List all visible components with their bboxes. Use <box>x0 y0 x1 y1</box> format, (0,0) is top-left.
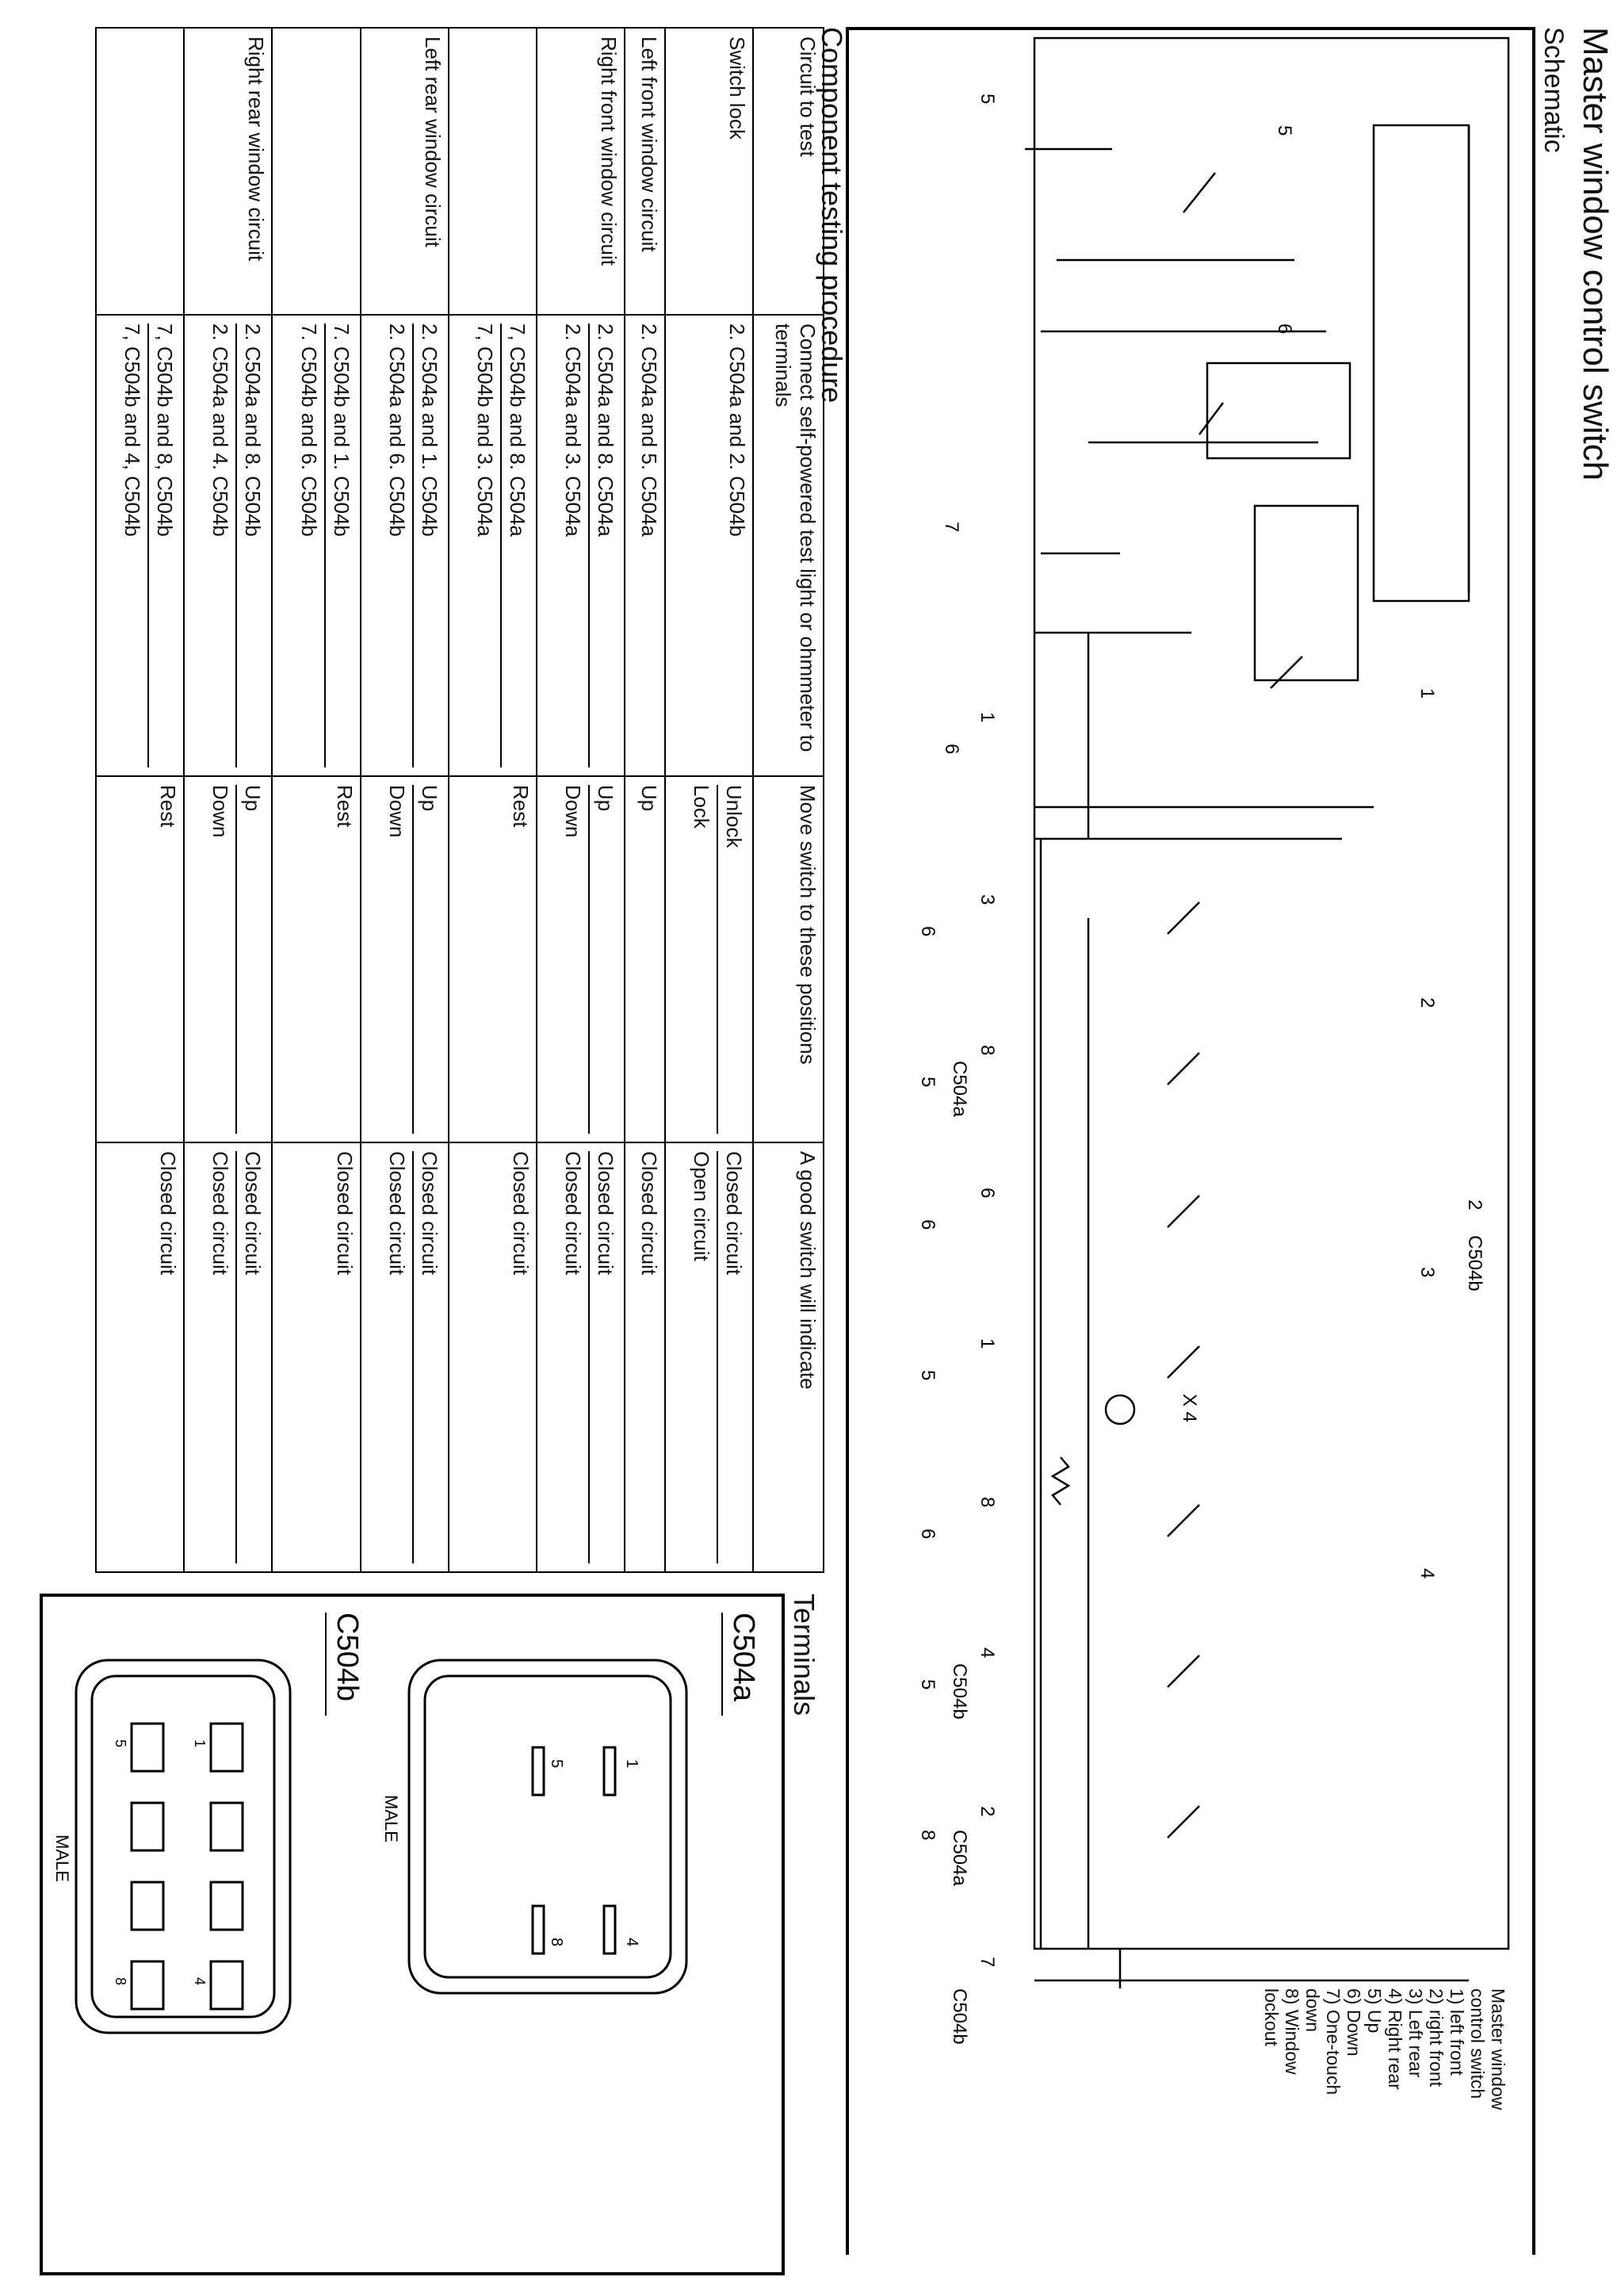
table-row <box>184 28 272 1572</box>
indicate-value: Open circuit <box>686 1151 718 1563</box>
terminals-title: Terminals <box>788 1594 820 1716</box>
switch-number: 6 <box>917 1529 939 1540</box>
c504b-gender: MALE <box>52 1835 72 1882</box>
c504b-pin-4: 4 <box>192 1977 208 1986</box>
indicate-value: Closed circuit <box>417 1151 442 1276</box>
c504b-pin <box>211 1882 243 1930</box>
circuit-cell: Switch lock <box>665 28 753 315</box>
c504b-pin <box>211 1724 243 1771</box>
c504b-label: C504b <box>331 1613 364 1701</box>
positions-cell <box>361 776 449 1142</box>
switch-number: 6 <box>917 1219 939 1230</box>
legend-item: 5) Up <box>1364 1988 1385 2034</box>
bottom-pin-8b: 8 <box>977 1497 998 1508</box>
c504a-pin-1: 1 <box>623 1759 640 1769</box>
header-cell: Move switch to these positions <box>753 776 824 1142</box>
switch-number: 5 <box>917 1370 939 1381</box>
c504a-connector-inner <box>425 1676 671 1977</box>
legend-item: 2) right front <box>1426 1988 1447 2087</box>
indicate-cell: Closed circuit <box>272 1142 360 1572</box>
lamp-count: X 4 <box>1179 1394 1200 1423</box>
legend-item: 4) Right rear <box>1385 1988 1405 2090</box>
table-row <box>96 28 184 1572</box>
resistor-symbol <box>1053 1457 1069 1505</box>
bottom-pin-2: 2 <box>977 1806 998 1817</box>
c504a-pin <box>533 1906 544 1954</box>
legend-item: Master window <box>1488 1988 1508 2110</box>
terminals-value: 2. C504a and 1. C504b <box>417 323 442 537</box>
indicate-cell <box>361 1142 449 1572</box>
c504a-pin-5: 5 <box>548 1759 565 1769</box>
indicate-cell: Closed circuit <box>449 1142 537 1572</box>
position-value: Up <box>417 785 442 812</box>
circuit-cell <box>96 28 184 315</box>
top-pin-label: 2 <box>1464 1200 1485 1211</box>
c504b-pin-8: 8 <box>113 1977 128 1986</box>
positions-cell: Rest <box>96 776 184 1142</box>
c504b-connector-outline <box>76 1660 290 2033</box>
c504a-gender: MALE <box>381 1795 401 1843</box>
terminals-cell: 2. C504a and 5. C504a <box>625 315 665 776</box>
legend <box>1261 1988 1508 2226</box>
legend-item: down <box>1302 1988 1323 2032</box>
circuit-cell: Right rear window circuit <box>184 28 272 315</box>
connector-b-label: C504b <box>949 1663 970 1720</box>
position-value: Down <box>205 785 237 1134</box>
table-header-row <box>753 28 824 1572</box>
circuit-cell: Right front window circuit <box>537 28 625 315</box>
bottom-pin-1: 1 <box>977 712 998 723</box>
positions-cell <box>184 776 272 1142</box>
legend-item: 3) Left rear <box>1405 1988 1426 2078</box>
terminals-cell <box>449 315 537 776</box>
legend-item: 7) One-touch <box>1323 1988 1344 2095</box>
connector-a-label-2: C504a <box>949 1830 970 1886</box>
terminals-value: 2. C504a and 6. C504b <box>381 323 414 767</box>
positions-cell: Up <box>625 776 665 1142</box>
switch-number: 6 <box>917 926 939 937</box>
circuit-cell <box>272 28 360 315</box>
indicate-value: Closed circuit <box>722 1151 747 1276</box>
terminals-value: 2. C504a and 3. C504a <box>557 323 590 767</box>
lamp-symbol <box>1106 1395 1134 1424</box>
indicate-value: Closed circuit <box>381 1151 414 1563</box>
table-row <box>361 28 449 1572</box>
c504b-connector-inner <box>92 1676 274 2017</box>
positions-cell <box>537 776 625 1142</box>
c504a-pin-8: 8 <box>548 1938 565 1947</box>
schematic-subtitle: Schematic <box>1539 27 1569 153</box>
c504b-pin-1: 1 <box>192 1739 208 1748</box>
c504b-pin <box>132 1961 163 2009</box>
position-value: Lock <box>686 785 718 1134</box>
terminals-value: 7, C504b and 8, C504b <box>153 323 178 537</box>
table-row <box>537 28 625 1572</box>
terminals-cell <box>537 315 625 776</box>
terminals-value: 7, C504b and 3. C504a <box>469 323 502 767</box>
table-row <box>665 28 753 1572</box>
switch-contacts <box>1168 173 1302 1838</box>
indicate-value: Closed circuit <box>594 1151 618 1276</box>
terminals-value: 7, C504b and 8. C504a <box>506 323 530 537</box>
indicate-cell <box>665 1142 753 1572</box>
c504b-pin-5: 5 <box>113 1739 128 1748</box>
c504b-pin <box>211 1803 243 1850</box>
table-title: Component testing procedure <box>816 27 848 404</box>
bottom-pin-1b: 1 <box>977 1338 998 1349</box>
indicate-cell: Closed circuit <box>96 1142 184 1572</box>
switch-number: 5 <box>917 1077 939 1088</box>
legend-item: 6) Down <box>1344 1988 1364 2057</box>
legend-item: lockout <box>1261 1988 1282 2046</box>
circuit-cell: Left rear window circuit <box>361 28 449 315</box>
position-value: Unlock <box>722 785 747 848</box>
circuit-cell: Left front window circuit <box>625 28 665 315</box>
terminals-cell <box>184 315 272 776</box>
legend-item: control switch <box>1467 1988 1488 2099</box>
indicate-cell <box>537 1142 625 1572</box>
c504b-pin <box>132 1724 163 1771</box>
header-cell: Circuit to test <box>753 28 824 315</box>
terminals-cell <box>96 315 184 776</box>
bottom-pin-4: 4 <box>977 1647 998 1659</box>
switch-number: 6 <box>941 744 962 755</box>
bottom-pin-7: 7 <box>977 1957 998 1968</box>
positions-cell: Rest <box>272 776 360 1142</box>
header-cell: A good switch will indicate <box>753 1142 824 1572</box>
testing-table-container <box>95 27 824 1573</box>
bottom-pin-8: 8 <box>977 1045 998 1056</box>
schematic-diagram <box>843 30 1532 2258</box>
legend-item: 8) Window <box>1282 1988 1302 2075</box>
position-value: Down <box>557 785 590 1134</box>
terminals-value: 7. C504b and 6. C504b <box>293 323 326 767</box>
c504a-pin <box>533 1747 544 1795</box>
connector-a-label: C504a <box>949 1061 970 1117</box>
bus-number: 2 <box>1416 997 1438 1008</box>
terminals-cell <box>272 315 360 776</box>
legend-item: 1) left front <box>1447 1988 1467 2076</box>
switch-number: 5 <box>917 1679 939 1690</box>
switch-number: 7 <box>941 522 962 533</box>
c504a-pin <box>604 1747 615 1795</box>
page-title: Master window control switch <box>1576 27 1615 481</box>
position-value: Up <box>594 785 618 812</box>
testing-table <box>95 27 824 1573</box>
schematic-wiring <box>1025 38 1508 1988</box>
c504a-pin <box>604 1906 615 1954</box>
position-value: Down <box>381 785 414 1134</box>
bottom-pin-5: 5 <box>977 94 998 105</box>
bus-number: 3 <box>1416 1267 1438 1278</box>
switch-number: 5 <box>1274 125 1295 136</box>
schematic-frame <box>846 27 1535 2255</box>
terminals-diagram <box>43 1597 782 2272</box>
table-row <box>272 28 360 1572</box>
terminals-value: 2. C504a and 4. C504b <box>205 323 237 767</box>
connector-b-label-2: C504b <box>949 1988 970 2045</box>
switch-number: 6 <box>1274 323 1295 335</box>
c504b-pin <box>132 1803 163 1850</box>
c504b-pin <box>132 1882 163 1930</box>
c504a-pin-4: 4 <box>623 1938 640 1947</box>
indicate-cell <box>184 1142 272 1572</box>
terminals-value: 7, C504b and 4, C504b <box>117 323 149 767</box>
terminals-value: 7. C504b and 1. C504b <box>329 323 354 537</box>
bus-number: 1 <box>1416 688 1438 699</box>
bottom-pin-6: 6 <box>977 1188 998 1199</box>
header-cell: Connect self-powered test light or ohmmeter to terminals <box>753 315 824 776</box>
switch-number: 8 <box>917 1830 939 1841</box>
terminals-value: 2. C504a and 8. C504a <box>594 323 618 537</box>
positions-cell <box>665 776 753 1142</box>
circuit-cell <box>449 28 537 315</box>
terminals-cell: 2. C504a and 2. C504b <box>665 315 753 776</box>
indicate-value: Closed circuit <box>241 1151 266 1276</box>
indicate-value: Closed circuit <box>205 1151 237 1563</box>
position-value: Up <box>241 785 266 812</box>
top-connector-label: C504b <box>1464 1235 1485 1292</box>
terminals-value: 2. C504a and 8. C504b <box>241 323 266 537</box>
indicate-value: Closed circuit <box>557 1151 590 1563</box>
table-row <box>449 28 537 1572</box>
bottom-pin-3: 3 <box>977 894 998 905</box>
indicate-cell: Closed circuit <box>625 1142 665 1572</box>
positions-cell: Rest <box>449 776 537 1142</box>
bus-number: 4 <box>1416 1568 1438 1579</box>
table-row <box>625 28 665 1572</box>
c504a-label: C504a <box>727 1613 760 1701</box>
terminals-frame <box>40 1594 785 2275</box>
c504b-pin <box>211 1961 243 2009</box>
terminals-cell <box>361 315 449 776</box>
